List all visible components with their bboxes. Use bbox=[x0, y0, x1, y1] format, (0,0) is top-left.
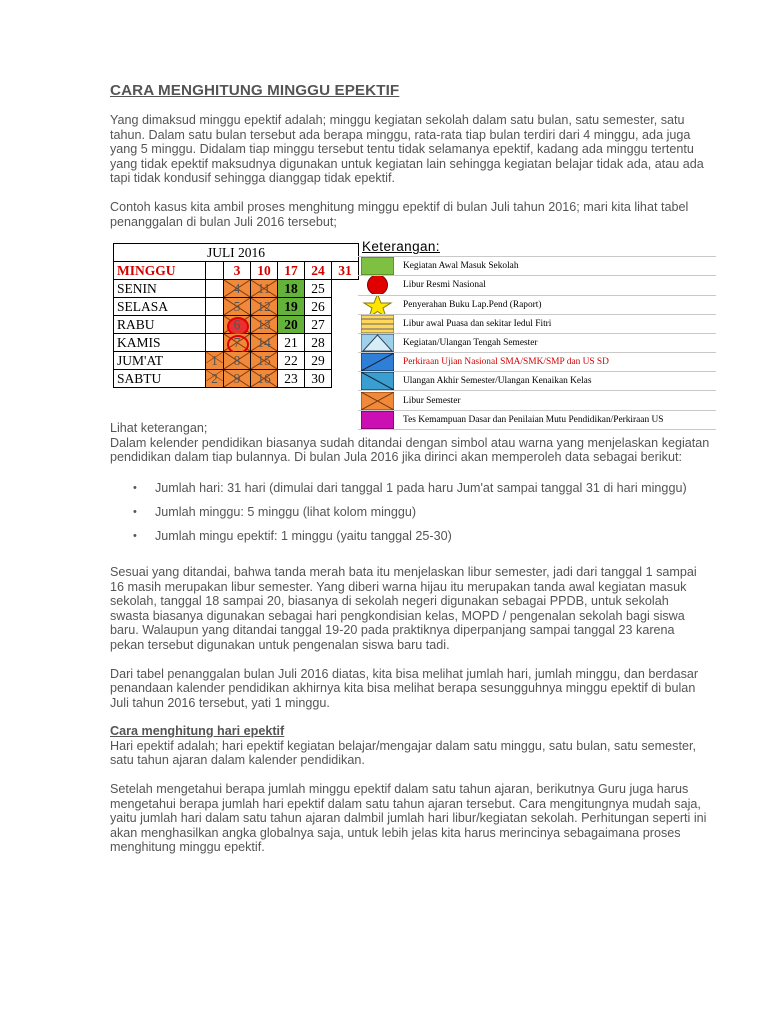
legend-item-label: Libur Resmi Nasional bbox=[403, 280, 486, 291]
date-number: 4 bbox=[233, 280, 241, 296]
sunday-cell: 10 bbox=[251, 262, 278, 280]
date-cell bbox=[224, 280, 251, 298]
green-square-icon bbox=[361, 257, 394, 275]
calendar-body bbox=[114, 280, 359, 388]
hari-epektif-definition: Hari epektif adalah; hari epektif kegiatan belajar/mengajar dalam satu minggu, satu bulan, satu semester, satu tahun ajaran dalam kalender pendidikan. bbox=[110, 738, 696, 768]
date-cell bbox=[278, 280, 305, 298]
light-blue-triangle-icon bbox=[361, 334, 394, 352]
minggu-header: MINGGU bbox=[114, 262, 206, 280]
teal-diagonal-icon bbox=[361, 372, 394, 390]
blank-header-cell bbox=[206, 262, 224, 280]
date-cell bbox=[278, 316, 305, 334]
see-legend-text: Lihat keterangan; bbox=[110, 421, 208, 436]
table-row bbox=[114, 334, 359, 352]
date-number: 16 bbox=[257, 370, 271, 386]
date-number: 6 bbox=[233, 316, 241, 332]
legend-item bbox=[358, 352, 716, 371]
date-cell bbox=[224, 352, 251, 370]
date-cell bbox=[206, 370, 224, 388]
page-title: CARA MENGHITUNG MINGGU EPEKTIF bbox=[110, 82, 400, 99]
day-name-cell: SELASA bbox=[114, 298, 206, 316]
date-number: 28 bbox=[311, 334, 325, 350]
date-number: 29 bbox=[311, 352, 325, 368]
date-cell bbox=[251, 316, 278, 334]
date-number: 7 bbox=[233, 334, 241, 350]
date-cell bbox=[206, 352, 224, 370]
date-cell bbox=[251, 370, 278, 388]
date-cell bbox=[251, 352, 278, 370]
date-number: 21 bbox=[284, 334, 298, 350]
table-row bbox=[114, 298, 359, 316]
date-number: 15 bbox=[257, 352, 271, 368]
orange-cross-icon bbox=[361, 392, 394, 410]
date-number: 22 bbox=[284, 352, 298, 368]
day-name-cell: SENIN bbox=[114, 280, 206, 298]
calendar-explanation-paragraph: Dalam kelender pendidikan biasanya sudah ditandai dengan simbol atau warna yang menjelaskan kegiatan pendidikan dalam tiap bulannya. Di bulan Jula 2016 jika dirinci akan memperoleh data sebagai berikut: bbox=[110, 435, 710, 465]
legend-item bbox=[358, 314, 716, 333]
date-cell bbox=[251, 298, 278, 316]
table-row bbox=[114, 352, 359, 370]
magenta-square-icon bbox=[361, 411, 394, 429]
blue-diagonal-icon bbox=[361, 353, 394, 371]
date-cell bbox=[305, 334, 332, 352]
legend-title: Keterangan: bbox=[362, 239, 440, 255]
date-cell bbox=[278, 298, 305, 316]
date-number: 27 bbox=[311, 316, 325, 332]
red-circle-icon bbox=[361, 276, 394, 294]
legend-item-label: Tes Kemampuan Dasar dan Penilaian Mutu Pendidikan/Perkiraan US bbox=[403, 414, 664, 425]
conclusion-paragraph: Dari tabel penanggalan bulan Juli 2016 diatas, kita bisa melihat jumlah hari, jumlah minggu, dan berdasar penandaan kalender pendidikan akhirnya kita bisa melihat berapa sesungguhnya minggu epektif di bulan Juli tahun 2016 tersebut, yati 1 minggu. bbox=[110, 666, 699, 710]
table-row bbox=[114, 370, 359, 388]
legend-item bbox=[358, 410, 716, 430]
list-item: • Jumlah mingu epektif: 1 minggu (yaitu tanggal 25-30) bbox=[110, 529, 710, 553]
calendar-figure bbox=[110, 239, 710, 425]
table-row bbox=[114, 316, 359, 334]
date-cell bbox=[305, 280, 332, 298]
date-cell bbox=[206, 298, 224, 316]
legend-item bbox=[358, 256, 716, 275]
summary-list bbox=[110, 481, 710, 553]
date-number: 25 bbox=[311, 280, 325, 296]
legend-item bbox=[358, 371, 716, 390]
marking-explanation-paragraph: Sesuai yang ditandai, bahwa tanda merah bata itu menjelaskan libur semester, jadi dari tanggal 1 sampai 16 masih merupakan libur semester. Yang diberi warna hijau itu merupakan tanda awal kegiatan masuk sekolah, tanggal 18 sampai 20, biasanya di sekolah negeri digunakan sebagai PPDB, untuk sekolah swasta biasanya digunakan sebagai hari pengkondisian kelas, MOPD / pengenalan sekolah bagi siswa baru. Walaupun yang ditandai tanggal 19-20 pada praktiknya diperpanjang sampai tanggal 23 karena pekan tersebut digunakan untuk pengenalan siswa baru tadi. bbox=[110, 564, 697, 652]
date-cell bbox=[206, 316, 224, 334]
legend-item-label: Libur Semester bbox=[403, 395, 461, 406]
sunday-cell: 3 bbox=[224, 262, 251, 280]
legend-item-label: Kegiatan/Ulangan Tengah Semester bbox=[403, 338, 538, 348]
date-number: 23 bbox=[284, 370, 298, 386]
legend-item bbox=[358, 390, 716, 409]
legend-item bbox=[358, 333, 716, 352]
date-number: 19 bbox=[284, 298, 298, 314]
date-cell bbox=[224, 298, 251, 316]
calendar-title: JULI 2016 bbox=[114, 244, 359, 262]
date-number: 8 bbox=[233, 352, 241, 368]
legend-item-label: Libur awal Puasa dan sekitar Iedul Fitri bbox=[403, 318, 552, 329]
example-paragraph: Contoh kasus kita ambil proses menghitung minggu epektif di bulan Juli tahun 2016; mari kita lihat tabel penanggalan di bulan Juli 2016 tersebut; bbox=[110, 199, 689, 229]
legend-item-label: Kegiatan Awal Masuk Sekolah bbox=[403, 261, 519, 272]
date-cell bbox=[224, 370, 251, 388]
date-number: 14 bbox=[257, 334, 271, 350]
date-number: 26 bbox=[311, 298, 325, 314]
day-name-cell: SABTU bbox=[114, 370, 206, 388]
date-number: 1 bbox=[211, 352, 218, 368]
date-number: 5 bbox=[233, 298, 241, 314]
table-row bbox=[114, 280, 359, 298]
date-number: 12 bbox=[257, 298, 271, 314]
legend-item bbox=[358, 275, 716, 294]
date-cell bbox=[224, 334, 251, 352]
legend-item-label: Penyerahan Buku Lap.Pend (Raport) bbox=[403, 299, 542, 310]
date-cell bbox=[206, 334, 224, 352]
subheading: Cara menghitung hari epektif bbox=[110, 724, 285, 739]
day-name-cell: RABU bbox=[114, 316, 206, 334]
legend-item-label: Perkiraan Ujian Nasional SMA/SMK/SMP dan US SD bbox=[403, 357, 609, 368]
sunday-cell: 24 bbox=[305, 262, 332, 280]
legend-list bbox=[358, 256, 716, 430]
date-cell bbox=[305, 370, 332, 388]
date-cell bbox=[251, 280, 278, 298]
hari-epektif-paragraph: Setelah mengetahui berapa jumlah minggu epektif dalam satu tahun ajaran, berikutnya Guru juga harus mengetahui berapa jumlah hari epektif dalam satu tahun ajaran tersebut. Cara mengitungnya mudah saja, yaitu jumlah hari dalam satu tahun ajaran dalmbil jumlah hari libur/kegiatan sekolah. Perhitungan seperti ini akan menghasilkan angka globalnya saja, untuk lebih jelas kita harus merincinya sebagaimana proses menghitung minggu epektif. bbox=[110, 782, 707, 855]
date-number: 18 bbox=[284, 280, 298, 296]
day-name-cell: KAMIS bbox=[114, 334, 206, 352]
date-cell bbox=[305, 298, 332, 316]
document-page bbox=[110, 82, 710, 869]
date-number: 9 bbox=[233, 370, 241, 386]
legend-item-label: Ulangan Akhir Semester/Ulangan Kenaikan Kelas bbox=[403, 376, 592, 387]
yellow-striped-icon bbox=[361, 315, 394, 333]
legend-item bbox=[358, 295, 716, 314]
date-number: 20 bbox=[284, 316, 298, 332]
date-cell bbox=[278, 370, 305, 388]
date-cell bbox=[206, 280, 224, 298]
date-cell bbox=[305, 352, 332, 370]
date-cell bbox=[278, 352, 305, 370]
date-cell bbox=[251, 334, 278, 352]
day-name-cell: JUM'AT bbox=[114, 352, 206, 370]
legend bbox=[358, 239, 716, 430]
date-cell bbox=[224, 316, 251, 334]
yellow-star-icon bbox=[361, 296, 394, 314]
date-number: 13 bbox=[257, 316, 271, 332]
intro-paragraph: Yang dimaksud minggu epektif adalah; minggu kegiatan sekolah dalam satu bulan, satu semester, satu tahun. Dalam satu bulan tersebut ada berapa minggu, rata-rata tiap bulan terdiri dari 4 minggu, ada juga yang 5 minggu. Didalam tiap minggu tersebut tentu tidak selamanya epektif, kadang ada minggu tertentu yang tidak epektif maksudnya digunakan untuk kegiatan lain sehingga kegiatan belajar tidak ada, atau ada tapi tidak kondusif sehingga dianggap tidak epektif. bbox=[110, 113, 704, 186]
date-number: 2 bbox=[211, 370, 218, 386]
date-cell bbox=[278, 334, 305, 352]
date-number: 30 bbox=[311, 370, 325, 386]
date-number: 11 bbox=[257, 280, 271, 296]
list-item: • Jumlah minggu: 5 minggu (lihat kolom minggu) bbox=[110, 505, 710, 529]
list-item: • Jumlah hari: 31 hari (dimulai dari tanggal 1 pada haru Jum'at sampai tanggal 31 di hari minggu) bbox=[110, 481, 710, 505]
sunday-cell: 17 bbox=[278, 262, 305, 280]
calendar-table bbox=[113, 243, 359, 388]
date-cell bbox=[305, 316, 332, 334]
sunday-cell: 31 bbox=[332, 262, 359, 280]
